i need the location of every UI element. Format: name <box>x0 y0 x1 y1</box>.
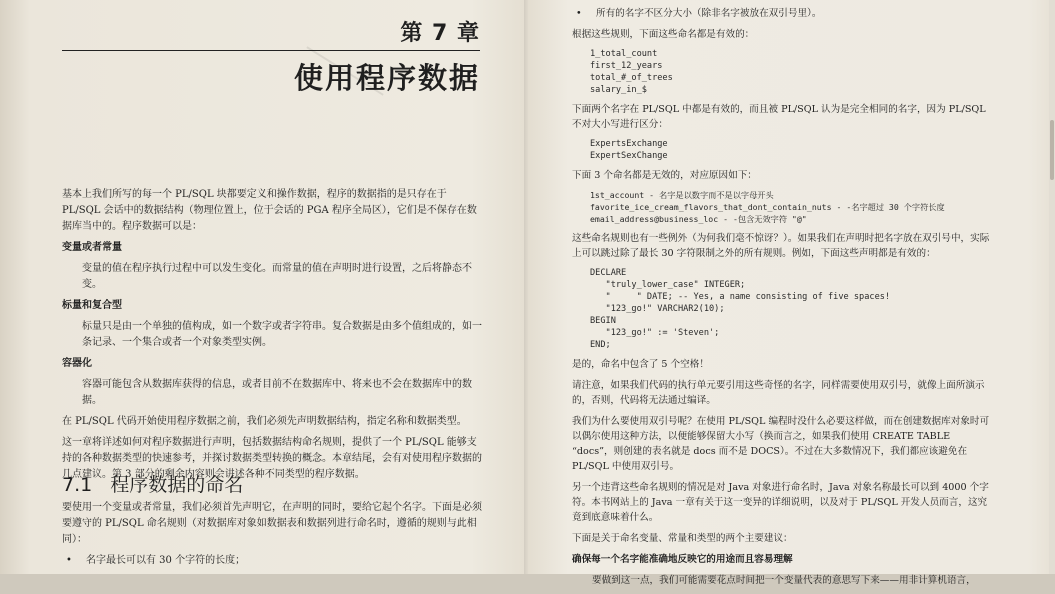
section-number: 7.1 <box>62 474 93 496</box>
left-body <box>62 187 482 488</box>
tips-paragraph: 下面是关于命名变量、常量和类型的两个主要建议： <box>572 533 793 544</box>
heading-scalar: 标量和复合型 <box>62 300 122 311</box>
why-quotes-paragraph: 我们为什么要使用双引号呢？在使用 PL/SQL 编程时没什么必要这样做，而在创建数据库对象时可以偶尔使用这种方法，以便能够保留大小写（换而言之，如果我们使用 CREATE TABLE “docs”，则创建的表名就是 docs 而不是 DOCS）。不过在大多数情况下，我们都应该避免在 PL/SQL 中使用双引号。 <box>572 416 990 472</box>
declare-code: DECLARE "truly_lower_case" INTEGER; " " DATE; -- Yes, a name consisting of five spaces! "123_go!" VARCHAR2(10); BEGIN "123_go!" := 'Steven'; END; <box>590 268 891 350</box>
invalid-names-code: 1st_account - 名字是以数字而不是以字母开头 favorite_ice_cream_flavors_that_dont_contain_nuts - -名字超过 30 个字符长度 email_address@business_loc - -包含无效字符 "@" <box>590 190 945 224</box>
scalar-paragraph: 标量只是由一个单独的值构成，如一个数字或者字符串。复合数据是由多个值组成的，如一条记录、一个集合或者一个对象类型实例。 <box>82 321 482 348</box>
tip-paragraph: 要做到这一点，我们可能需要花点时间把一个变量代表的意思写下来——用非计算机语言， <box>592 575 976 586</box>
left-page <box>0 0 528 574</box>
scrollbar-thumb[interactable] <box>1050 120 1054 180</box>
quote-note-paragraph: 请注意，如果我们代码的执行单元要引用这些奇怪的名字，同样需要使用双引号，就像上面所演示的，否则，代码将无法通过编译。 <box>572 380 985 406</box>
same-names-code: ExpertsExchange ExpertSexChange <box>590 139 668 161</box>
valid-names-code: 1_total_count first_12_years total_#_of_trees salary_in_$ <box>590 49 673 95</box>
section-heading <box>62 470 243 497</box>
left-body-section <box>62 500 482 574</box>
case-rule-bullet: • 所有的名字不区分大小（除非名字被放在双引号里）。 <box>572 6 992 21</box>
exception-paragraph: 这些命名规则也有一些例外（为何我们毫不惊讶？）。如果我们在声明时把名字放在双引号中，实际上可以跳过除了最长 30 字符限制之外的所有规则。例如，下面这些声明都是有效的： <box>572 233 990 259</box>
spaces-paragraph: 是的，命名中包含了 5 个空格！ <box>572 359 709 370</box>
java-paragraph: 另一个违背这些命名规则的情况是对 Java 对象进行命名时，Java 对象名称最长可以到 4000 个字符。本书网站上的 Java 一章有关于这一变异的详细说明，以及对于 PL/SQL 开发人员而言，这究竟到底意味着什么。 <box>572 482 989 523</box>
heading-container: 容器化 <box>62 358 92 369</box>
invalid-names-paragraph: 下面 3 个命名都是无效的，对应原因如下： <box>572 170 757 181</box>
chapter-title: 使用程序数据 <box>293 61 480 95</box>
chapter-rule <box>62 50 480 51</box>
section-title: 程序数据的命名 <box>110 474 244 496</box>
scrollbar[interactable] <box>1049 0 1055 574</box>
intro-paragraph: 基本上我们所写的每一个 PL/SQL 块都要定义和操作数据，程序的数据指的是只存在于 PL/SQL 会话中的数据结构（物理位置上，位于会话的 PGA 程序全局区），它们是不保存在数据库当中的。程序数据可以是： <box>62 189 477 232</box>
heading-variables: 变量或者常量 <box>62 242 122 253</box>
summary-paragraph: 这一章将详述如何对程序数据进行声明，包括数据结构命名规则，提供了一个 PL/SQL 能够支持的各种数据类型的快速参考，并探讨数据类型转换的概念。本章结尾，会有对使用程序数据的几点建议。第 3 部分的剩余内容则会讲述各种不同类型的程序数据。 <box>62 437 482 480</box>
tip-heading: 确保每一个名字能准确地反映它的用途而且容易理解 <box>572 554 793 565</box>
variables-paragraph: 变量的值在程序执行过程中可以发生变化。而常量的值在声明时进行设置，之后将静态不变。 <box>82 263 472 290</box>
right-body <box>572 6 992 594</box>
container-paragraph: 容器可能包含从数据库获得的信息，或者目前不在数据库中、将来也不会在数据库中的数据。 <box>82 379 472 406</box>
naming-rule-bullet: • 名字最长可以有 30 个字符的长度； <box>62 553 482 569</box>
valid-names-paragraph: 根据这些规则，下面这些命名都是有效的： <box>572 29 755 40</box>
section-intro-paragraph: 要使用一个变量或者常量，我们必须首先声明它，在声明的同时，要给它起个名字。下面是必须要遵守的 PL/SQL 命名规则（对数据库对象如数据表和数据列进行命名时，遵循的规则与此相同）： <box>62 502 482 545</box>
declare-paragraph: 在 PL/SQL 代码开始使用程序数据之前，我们必须先声明数据结构，指定名称和数据类型。 <box>62 416 467 427</box>
chapter-number: 第 7 章 <box>400 21 480 46</box>
same-names-paragraph: 下面两个名字在 PL/SQL 中都是有效的，而且被 PL/SQL 认为是完全相同的名字，因为 PL/SQL 不对大小写进行区分： <box>572 104 986 130</box>
